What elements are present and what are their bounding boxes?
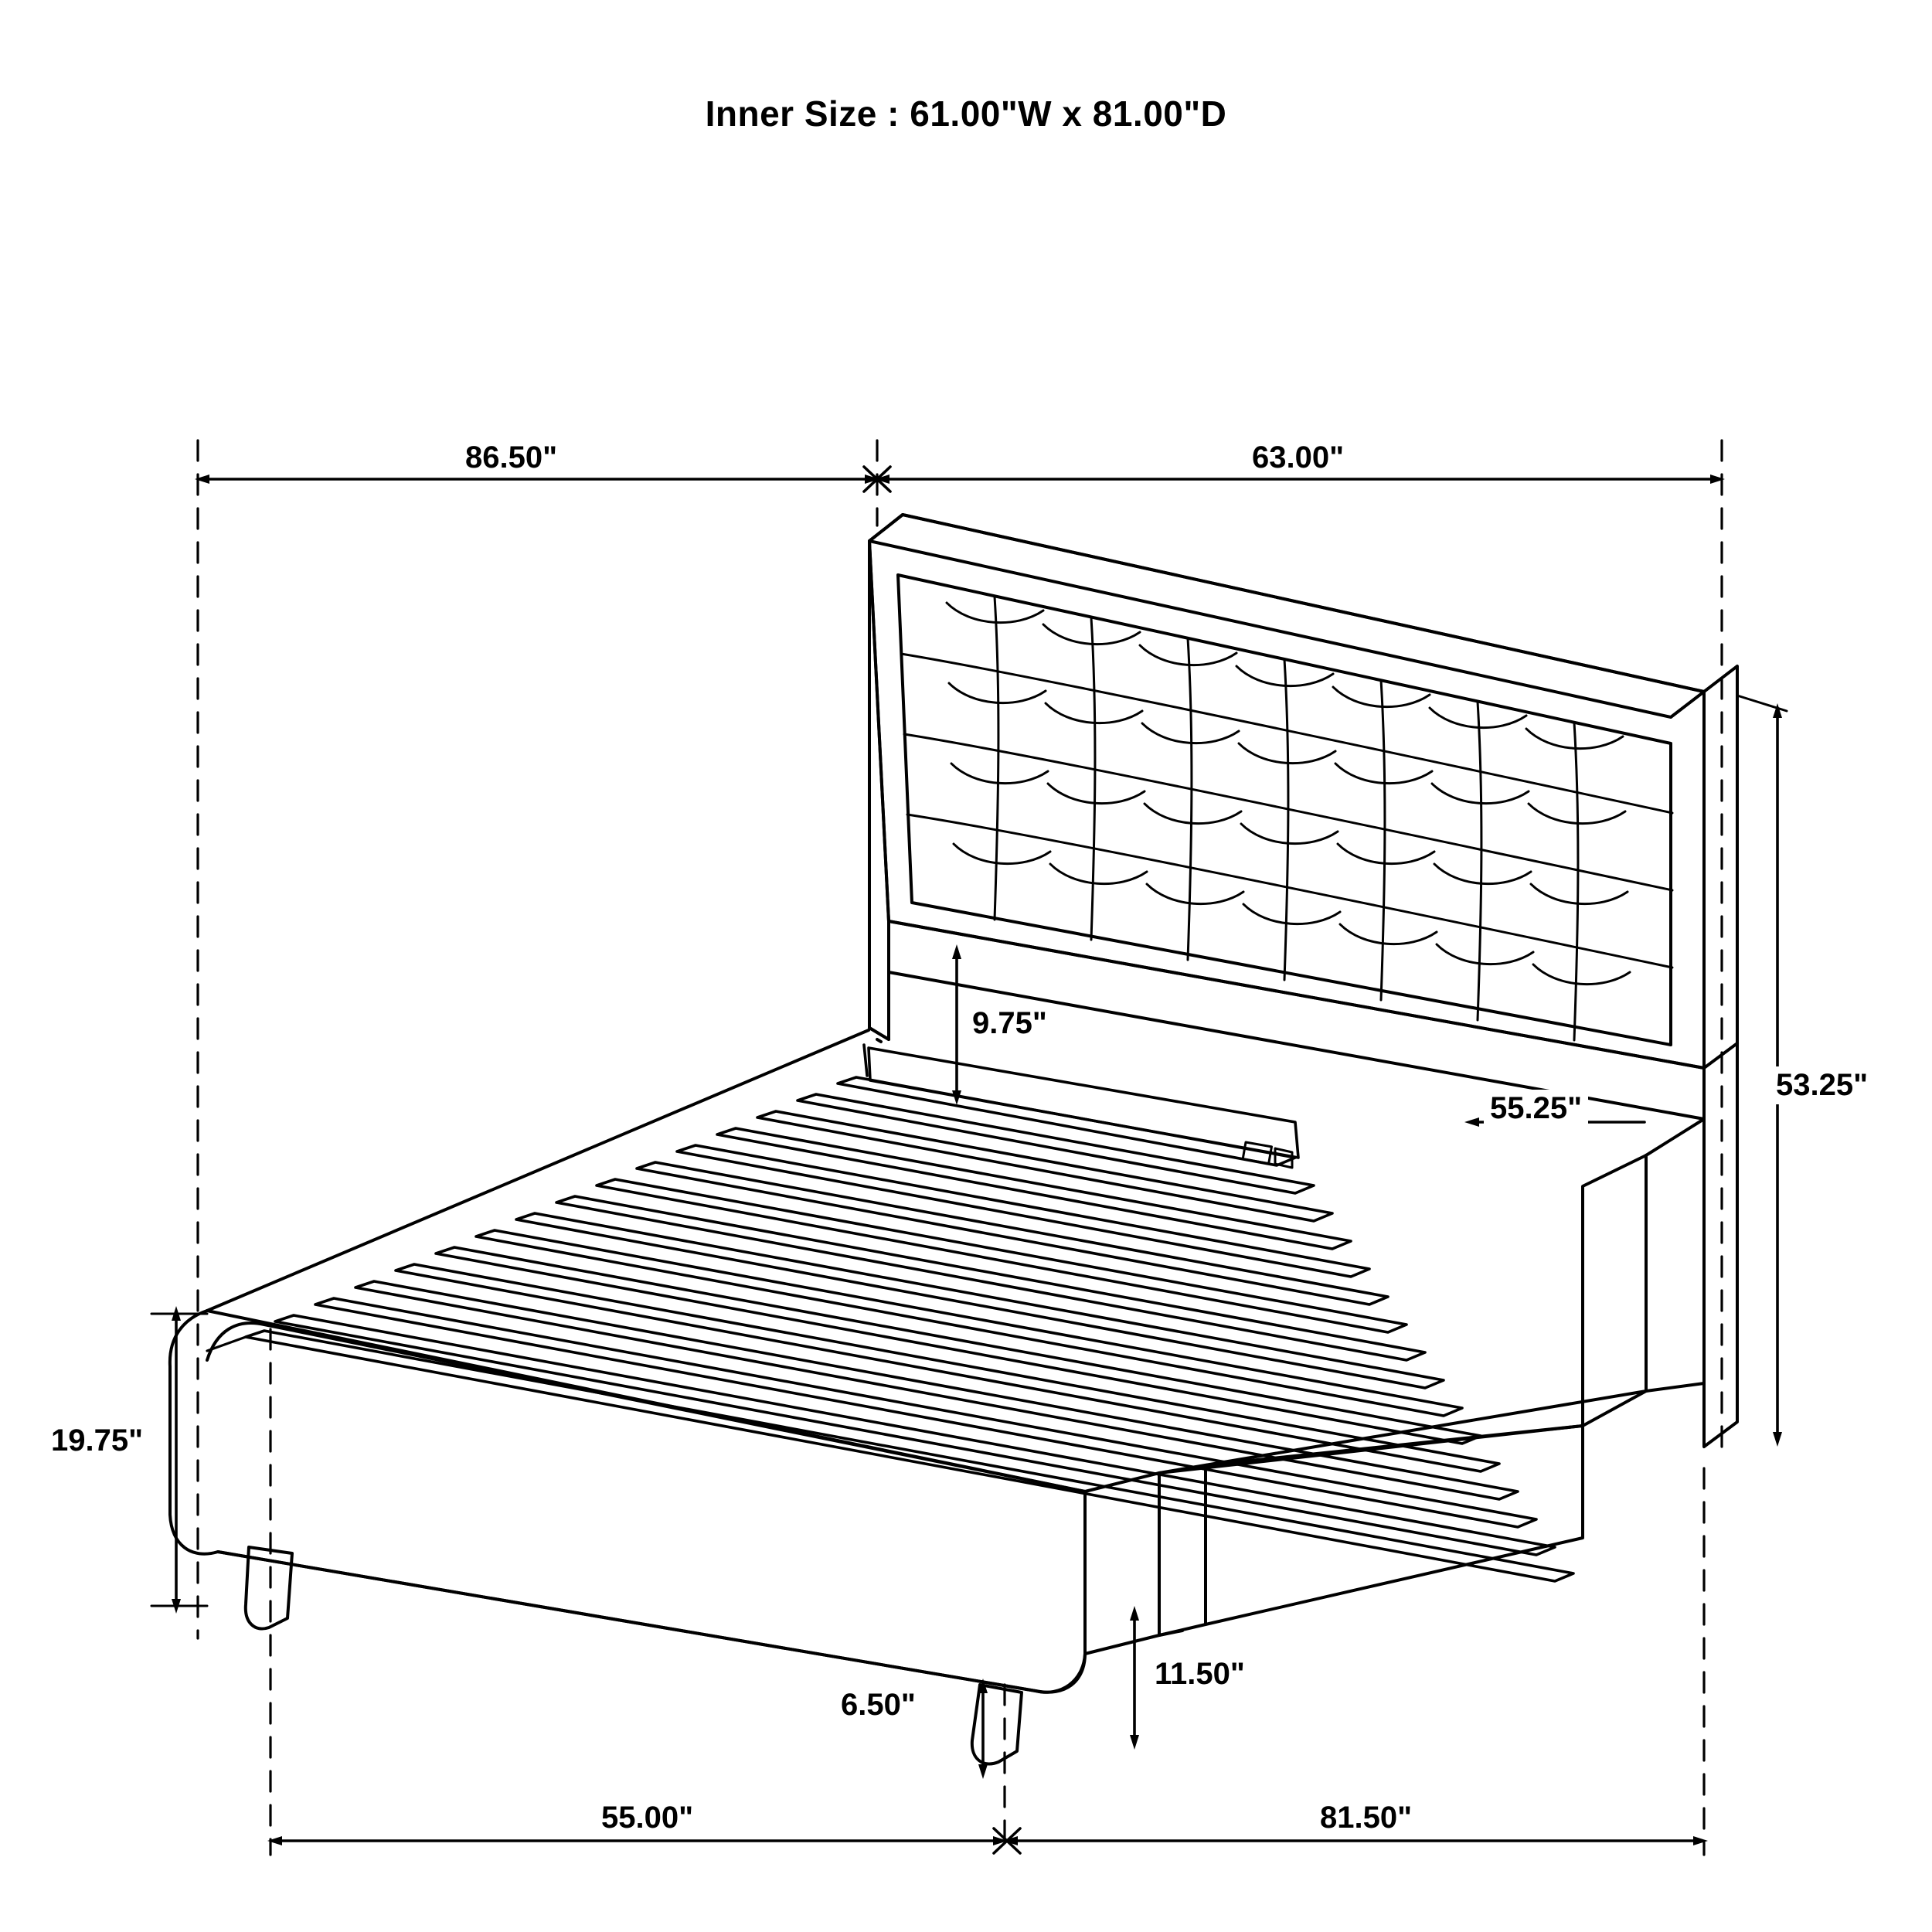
slat-deck [246,1045,1573,1581]
leg-front-right [972,1685,1022,1764]
dimension-lines [151,479,1787,1841]
extension-lines [198,440,1722,1855]
dimension-label-footboard-height: 19.75" [45,1422,149,1460]
dimension-label-headboard-clearance: 9.75" [966,1005,1053,1043]
dimension-label-overall-width: 63.00" [1246,439,1350,477]
far-side-rail-post [1583,1155,1646,1426]
page-title: Inner Size : 61.00"W x 81.00"D [705,94,1227,134]
dimension-label-overall-depth-left: 86.50" [459,439,563,477]
footboard-panel [170,1311,1085,1692]
dimension-label-footboard-width: 55.00" [595,1799,699,1837]
dimension-label-side-rail-length: 81.50" [1314,1799,1418,1837]
footboard-bottom-edge [218,1552,1036,1691]
left-rail-top-edge [207,1030,869,1311]
dimension-label-inner-width: 55.25" [1484,1090,1588,1128]
dimension-label-leg-height: 6.50" [835,1686,922,1724]
dimension-label-deck-height: 11.50" [1148,1655,1251,1693]
headboard-post-left [869,541,889,1039]
far-leg [1646,1119,1704,1391]
dimension-label-headboard-height: 53.25" [1770,1066,1874,1104]
